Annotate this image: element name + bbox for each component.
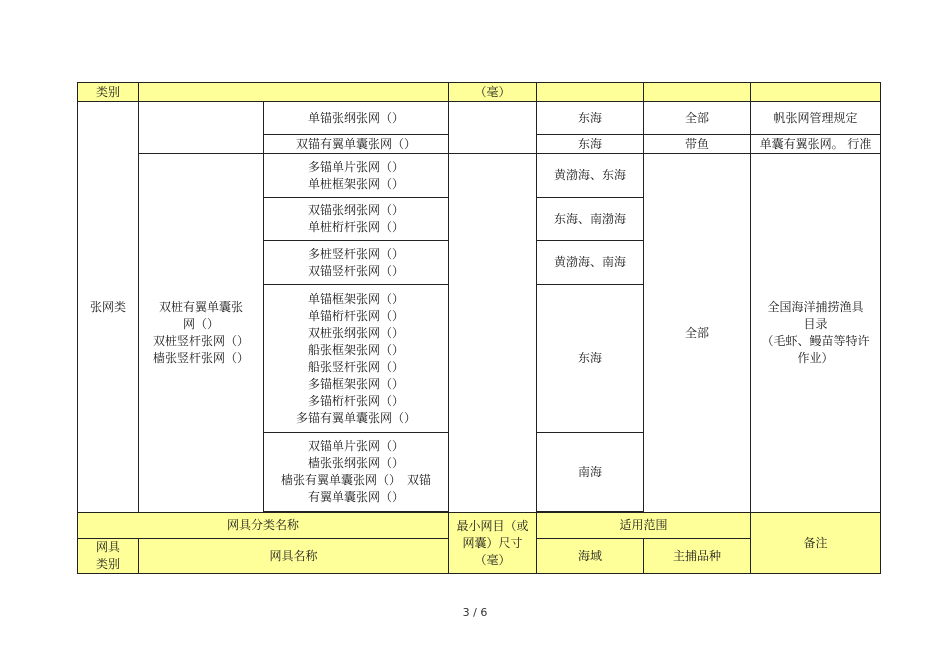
gear-name-cell: 单锚张纲张网（）	[264, 102, 449, 135]
subcategory-blank	[139, 102, 264, 154]
gear-names-cell: 多锚单片张网（） 单桩框架张网（）	[264, 154, 449, 198]
footer-gear-name: 网具名称	[139, 539, 449, 574]
footer-gear-category: 网具 类别	[78, 539, 139, 574]
mesh-blank	[449, 154, 537, 513]
sea-area-cell: 东海	[537, 102, 644, 135]
gear-names-cell: 单锚框架张网（） 单锚桁杆张网（） 双桩张纲张网（） 船张框架张网（） 船张竖杆张网（） 多锚框架张网（） 多锚桁杆张网（） 多锚有翼单囊张网（）	[264, 285, 449, 433]
fishing-gear-table	[77, 82, 881, 574]
header-blank-species	[644, 83, 751, 102]
gear-names-cell: 双锚单片张网（） 樯张张纲张网（） 樯张有翼单囊张网（） 双锚 有翼单囊张网（）	[264, 433, 449, 512]
header-category: 类别	[78, 83, 139, 102]
sea-area-cell: 东海	[537, 285, 644, 433]
sea-area-cell: 黄渤海、南海	[537, 241, 644, 285]
gear-names-cell: 双锚张纲张网（） 单桩桁杆张网（）	[264, 198, 449, 241]
footer-classification-name: 网具分类名称	[78, 513, 449, 539]
footer-scope: 适用范围	[537, 513, 751, 539]
top-header-row	[78, 83, 881, 102]
subcategory-cell: 双桩有翼单囊张 网（） 双桩竖杆张网（） 樯张竖杆张网（）	[139, 154, 264, 513]
footer-main-species: 主捕品种	[644, 539, 751, 574]
gear-names-cell: 多桩竖杆张网（） 双锚竖杆张网（）	[264, 241, 449, 285]
header-mesh-unit: （毫）	[449, 83, 537, 102]
mesh-blank	[449, 102, 537, 154]
footer-sea-area: 海域	[537, 539, 644, 574]
gear-name-cell: 双锚有翼单囊张网（）	[264, 135, 449, 154]
sea-area-cell: 东海、南渤海	[537, 198, 644, 241]
header-blank-note	[751, 83, 881, 102]
table-row	[78, 154, 881, 198]
species-cell: 全部	[644, 102, 751, 135]
page-number: 3 / 6	[462, 606, 488, 619]
note-cell: 单囊有翼张网。 行准	[751, 135, 881, 154]
main-category-cell: 张网类	[78, 102, 139, 513]
footer-header-row	[78, 513, 881, 539]
species-cell: 全部	[644, 154, 751, 513]
sea-area-cell: 东海	[537, 135, 644, 154]
table-row	[78, 102, 881, 135]
note-cell: 帆张网管理规定	[751, 102, 881, 135]
footer-note: 备注	[751, 513, 881, 574]
header-blank	[139, 83, 449, 102]
sea-area-cell: 南海	[537, 433, 644, 512]
header-blank-area	[537, 83, 644, 102]
species-cell: 带鱼	[644, 135, 751, 154]
footer-min-mesh: 最小网目（或 网囊）尺寸 （毫）	[449, 513, 537, 574]
sea-area-cell: 黄渤海、东海	[537, 154, 644, 198]
note-cell: 全国海洋捕捞渔具 目录 （毛虾、鳗苗等特许 作业）	[751, 154, 881, 513]
